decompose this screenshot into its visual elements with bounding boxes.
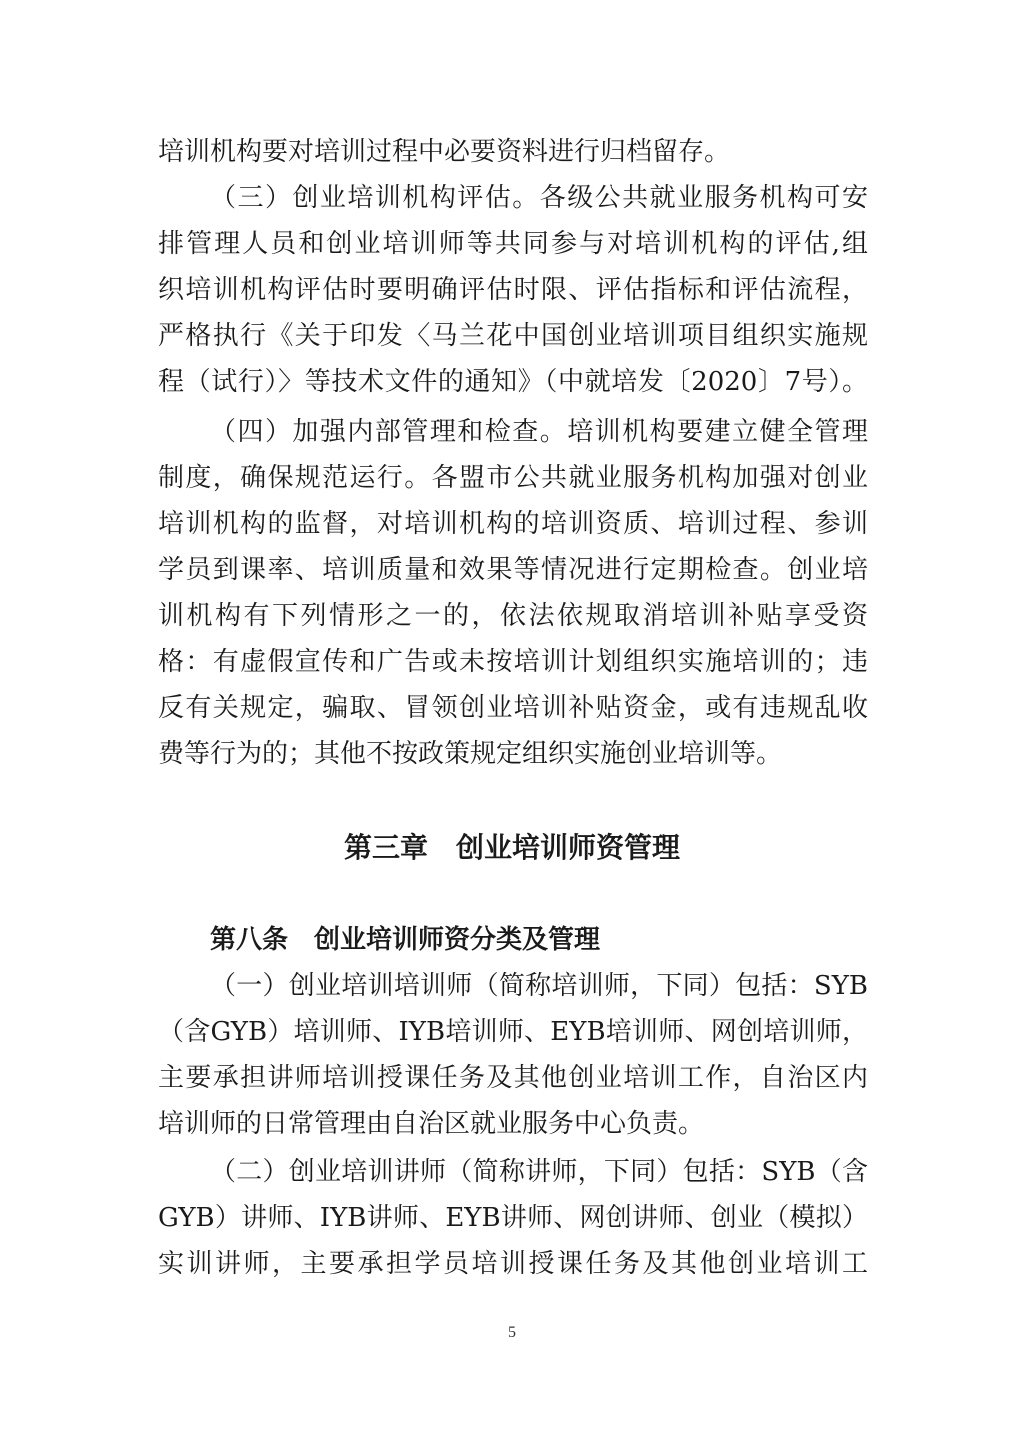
text-line: 制度，确保规范运行。各盟市公共就业服务机构加强对创业 <box>158 463 868 493</box>
text-line: 排管理人员和创业培训师等共同参与对培训机构的评估,组 <box>158 229 868 259</box>
article-title: 第八条 创业培训师资分类及管理 <box>210 925 601 955</box>
text-line: 主要承担讲师培训授课任务及其他创业培训工作，自治区内 <box>158 1063 868 1093</box>
text-line: 反有关规定，骗取、冒领创业培训补贴资金，或有违规乱收 <box>158 693 868 723</box>
text-line: （四）加强内部管理和检查。培训机构要建立健全管理 <box>210 417 868 447</box>
text-line: 费等行为的；其他不按政策规定组织实施创业培训等。 <box>158 739 783 769</box>
text-line: 格：有虚假宣传和广告或未按培训计划组织实施培训的；违 <box>158 647 868 677</box>
text-line: 程（试行）〉等技术文件的通知》（中就培发〔2020〕7号）。 <box>158 367 868 397</box>
text-line: 培训师的日常管理由自治区就业服务中心负责。 <box>158 1109 705 1139</box>
text-line: 训机构有下列情形之一的，依法依规取消培训补贴享受资 <box>158 601 868 631</box>
text-line: 实训讲师，主要承担学员培训授课任务及其他创业培训工 <box>158 1249 868 1279</box>
page-number: 5 <box>508 1324 516 1341</box>
text-line: 培训机构的监督，对培训机构的培训资质、培训过程、参训 <box>158 509 868 539</box>
chapter-title: 第三章 创业培训师资管理 <box>343 831 680 864</box>
text-line: 严格执行《关于印发〈马兰花中国创业培训项目组织实施规 <box>158 321 868 351</box>
text-line: 织培训机构评估时要明确评估时限、评估指标和评估流程， <box>158 275 868 305</box>
text-line: GYB）讲师、IYB讲师、EYB讲师、网创讲师、创业（模拟） <box>158 1203 868 1233</box>
text-line: 培训机构要对培训过程中必要资料进行归档留存。 <box>158 137 731 167</box>
text-line: 学员到课率、培训质量和效果等情况进行定期检查。创业培 <box>158 555 868 585</box>
text-line: （三）创业培训机构评估。各级公共就业服务机构可安 <box>210 183 868 213</box>
text-line: （一）创业培训培训师（简称培训师，下同）包括：SYB <box>210 971 868 1001</box>
text-line: （含GYB）培训师、IYB培训师、EYB培训师、网创培训师， <box>158 1017 868 1047</box>
text-line: （二）创业培训讲师（简称讲师，下同）包括：SYB（含 <box>210 1157 868 1187</box>
